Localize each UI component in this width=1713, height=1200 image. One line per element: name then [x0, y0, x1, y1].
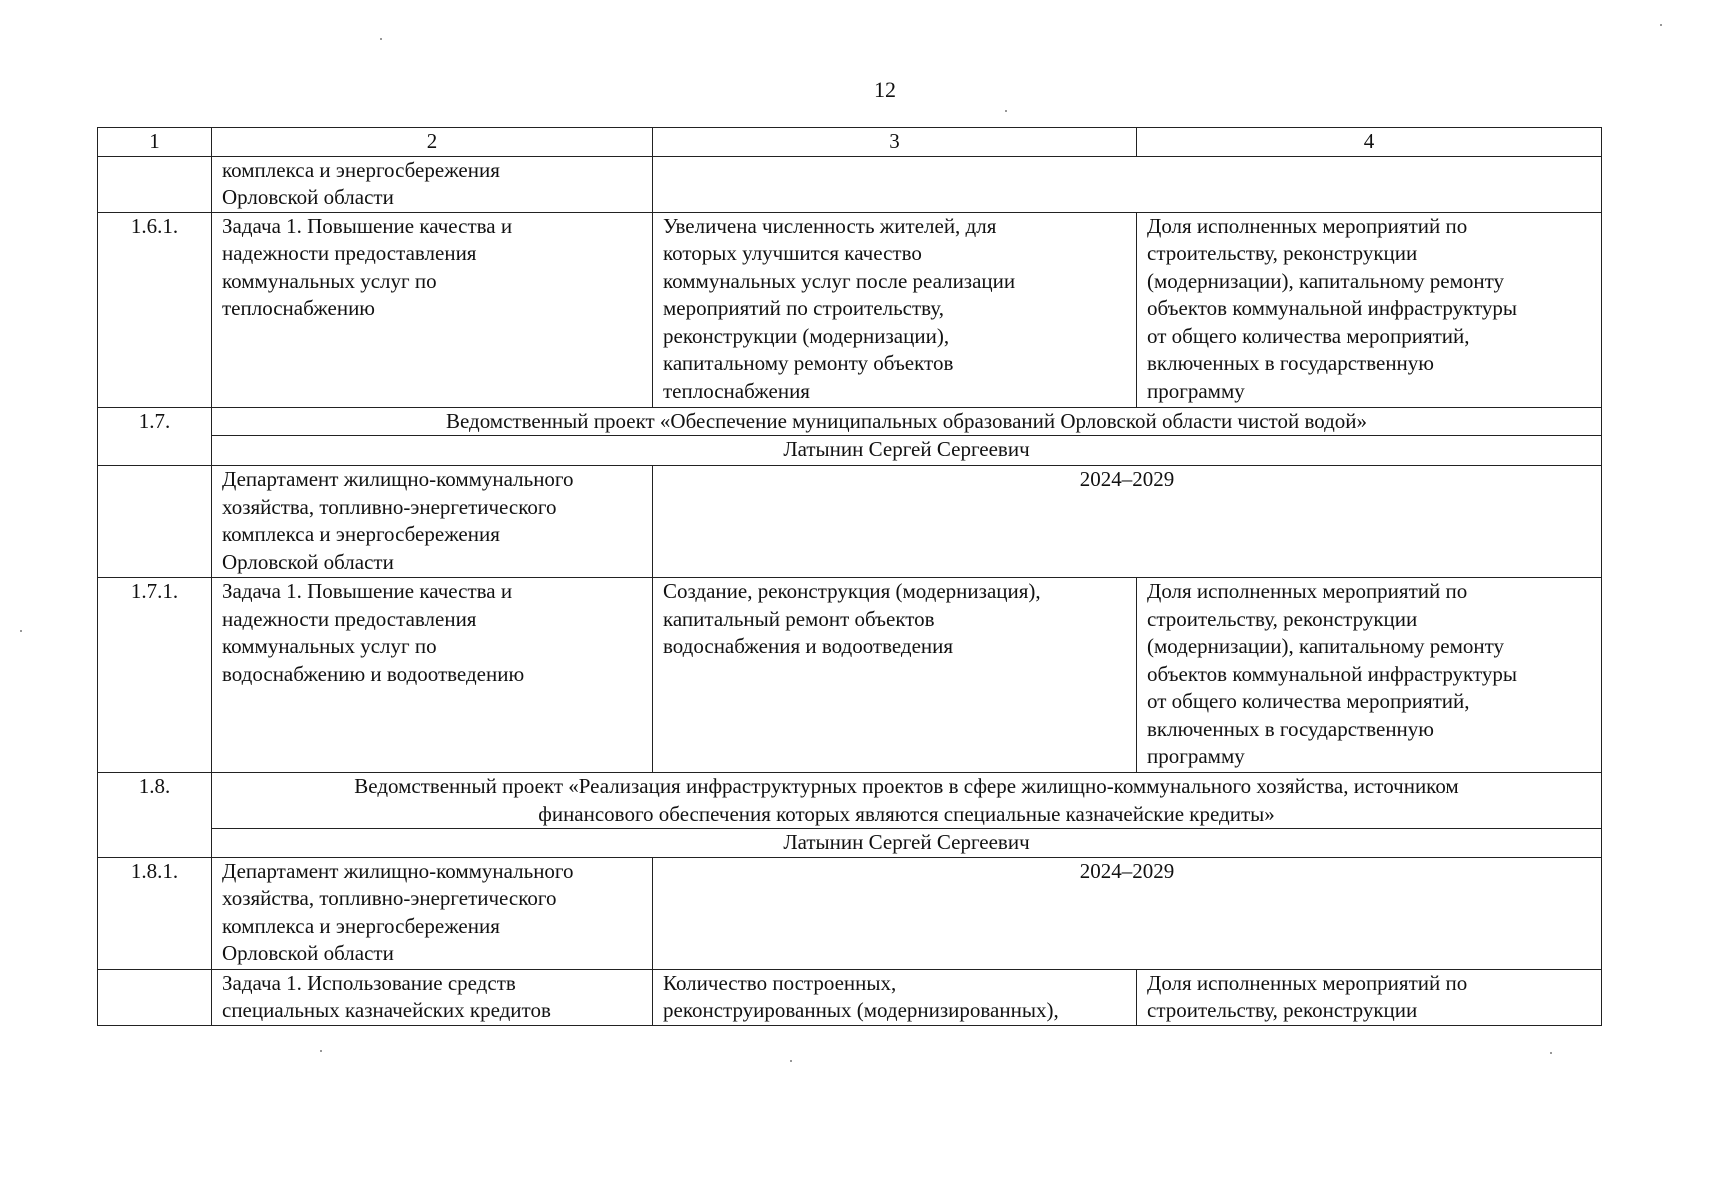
column-number-1: 1: [98, 128, 212, 157]
scan-speck: [320, 1050, 322, 1052]
empty-cell: [653, 156, 1602, 212]
scan-speck: [1005, 110, 1007, 112]
responsible-cell: комплекса и энергосбережения Орловской области: [212, 156, 653, 212]
table-row: [98, 969, 1602, 1025]
curator-name: Латынин Сергей Сергеевич: [212, 436, 1602, 466]
table-row: [98, 156, 1602, 212]
table-row: [98, 857, 1602, 969]
program-table: [97, 127, 1602, 1026]
task-cell: Задача 1. Повышение качества и надежности предоставления коммунальных услуг по водоснабжению и водоотведению: [212, 578, 653, 773]
result-cell: Количество построенных, реконструированных (модернизированных),: [653, 969, 1137, 1025]
row-number-cell: 1.8.1.: [98, 857, 212, 969]
table-row: [98, 466, 1602, 578]
project-curator-row: [98, 436, 1602, 466]
indicator-cell: Доля исполненных мероприятий по строительству, реконструкции (модернизации), капитальному ремонту объектов коммунальной инфраструктуры от общего количества мероприятий, включенных в государственную программу: [1137, 578, 1602, 773]
project-title-row: [98, 407, 1602, 436]
page-number: 12: [874, 77, 896, 102]
result-cell: Создание, реконструкция (модернизация), капитальный ремонт объектов водоснабжения и водоотведения: [653, 578, 1137, 773]
table-row: [98, 578, 1602, 773]
responsible-cell: Департамент жилищно-коммунального хозяйства, топливно-энергетического комплекса и энергосбережения Орловской области: [212, 466, 653, 578]
row-number-cell: [98, 969, 212, 1025]
column-number-4: 4: [1137, 128, 1602, 157]
table-row: [98, 212, 1602, 407]
responsible-cell: Департамент жилищно-коммунального хозяйства, топливно-энергетического комплекса и энергосбережения Орловской области: [212, 857, 653, 969]
project-curator-row: [98, 829, 1602, 858]
project-title: Ведомственный проект «Реализация инфраструктурных проектов в сфере жилищно-коммунального хозяйства, источником финансового обеспечения которых являются специальные казначейские кредиты»: [212, 773, 1602, 829]
project-title: Ведомственный проект «Обеспечение муниципальных образований Орловской области чистой водой»: [212, 407, 1602, 436]
column-number-3: 3: [653, 128, 1137, 157]
row-number-cell: 1.7.1.: [98, 578, 212, 773]
task-cell: Задача 1. Повышение качества и надежности предоставления коммунальных услуг по теплоснабжению: [212, 212, 653, 407]
scan-speck: [1550, 1052, 1552, 1054]
row-number-cell: 1.6.1.: [98, 212, 212, 407]
task-cell: Задача 1. Использование средств специальных казначейских кредитов: [212, 969, 653, 1025]
curator-name: Латынин Сергей Сергеевич: [212, 829, 1602, 858]
row-number-cell: [98, 466, 212, 578]
row-number-cell: 1.7.: [98, 407, 212, 466]
table-header-row: [98, 128, 1602, 157]
project-title-row: [98, 773, 1602, 829]
scan-speck: [20, 630, 22, 632]
column-number-2: 2: [212, 128, 653, 157]
scan-speck: [1660, 24, 1662, 26]
indicator-cell: Доля исполненных мероприятий по строительству, реконструкции (модернизации), капитальному ремонту объектов коммунальной инфраструктуры от общего количества мероприятий, включенных в государственную программу: [1137, 212, 1602, 407]
result-cell: Увеличена численность жителей, для которых улучшится качество коммунальных услуг после реализации мероприятий по строительству, реконструкции (модернизации), капитальному ремонту объектов теплоснабжения: [653, 212, 1137, 407]
period-cell: 2024–2029: [653, 466, 1602, 578]
row-number-cell: [98, 156, 212, 212]
scan-speck: [380, 38, 382, 40]
period-cell: 2024–2029: [653, 857, 1602, 969]
scan-speck: [790, 1060, 792, 1062]
indicator-cell: Доля исполненных мероприятий по строительству, реконструкции: [1137, 969, 1602, 1025]
row-number-cell: 1.8.: [98, 773, 212, 858]
